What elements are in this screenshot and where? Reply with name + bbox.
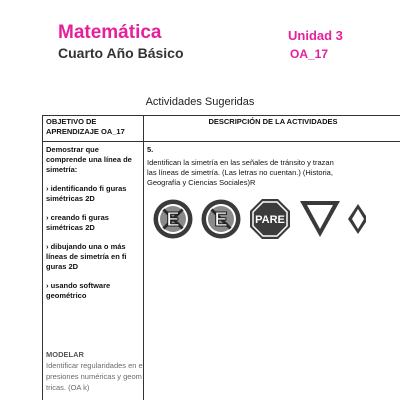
oa-label: OA_17 — [290, 47, 329, 61]
no-stopping-sign-icon — [200, 198, 242, 240]
table-header-divider — [42, 141, 400, 142]
table-column-divider — [143, 115, 144, 400]
grade-subtitle: Cuarto Año Básico — [58, 45, 184, 61]
objective-line: líneas de simetría en fi — [46, 252, 127, 261]
no-parking-sign-icon — [152, 198, 194, 240]
objective-line: › identificando fi guras — [46, 184, 127, 193]
objective-line: simetría: — [46, 165, 78, 174]
objective-header-line: APRENDIZAJE OA_17 — [46, 127, 125, 136]
activity-description — [147, 158, 383, 188]
activity-line: Geografía y Ciencias Sociales)R — [147, 178, 256, 187]
objective-line: comprende una línea de — [46, 155, 132, 164]
objective-intro — [46, 145, 140, 175]
objective-line: Demostrar que — [46, 145, 99, 154]
modelar-line: tricas. (OA k) — [46, 383, 90, 392]
modelar-line: Identificar regularidades en e — [46, 361, 143, 370]
activity-number: 5. — [147, 145, 154, 154]
description-column-header: DESCRIPCIÓN DE LA ACTIVIDADES — [208, 117, 338, 126]
traffic-signs-row — [152, 198, 400, 248]
modelar-text — [46, 360, 143, 394]
objective-line: › usando software — [46, 281, 111, 290]
objective-line: › dibujando una o más — [46, 242, 126, 251]
sign-letter: E — [214, 209, 228, 231]
objective-bullet — [46, 184, 140, 204]
objective-content — [46, 145, 140, 310]
subject-title: Matemática — [58, 22, 162, 43]
objective-header-line: OBJETIVO DE — [46, 117, 97, 126]
objective-column-header — [46, 117, 142, 137]
objective-bullet — [46, 281, 140, 301]
unit-label: Unidad 3 — [288, 28, 343, 43]
partial-sign-icon — [346, 198, 366, 240]
activity-line: Identifican la simetría en las señales de tránsito y trazan — [147, 158, 334, 167]
objective-bullet — [46, 242, 140, 272]
stop-sign-icon — [249, 198, 291, 240]
objective-line: geométrico — [46, 291, 87, 300]
yield-sign-icon — [298, 198, 342, 240]
modelar-label: MODELAR — [46, 350, 84, 359]
objective-line: simétricas 2D — [46, 194, 95, 203]
sign-letter: PARE — [255, 214, 285, 226]
objective-line: › creando fi guras — [46, 213, 109, 222]
objective-line: guras 2D — [46, 262, 79, 271]
activity-line: las líneas de simetría. (Las letras no cuentan.) (Historia, — [147, 168, 333, 177]
section-title: Actividades Sugeridas — [145, 96, 255, 108]
modelar-line: presiones numéricas y geom — [46, 372, 142, 381]
sign-letter: E — [166, 209, 180, 231]
objective-bullet — [46, 213, 140, 233]
objective-line: simétricas 2D — [46, 223, 95, 232]
